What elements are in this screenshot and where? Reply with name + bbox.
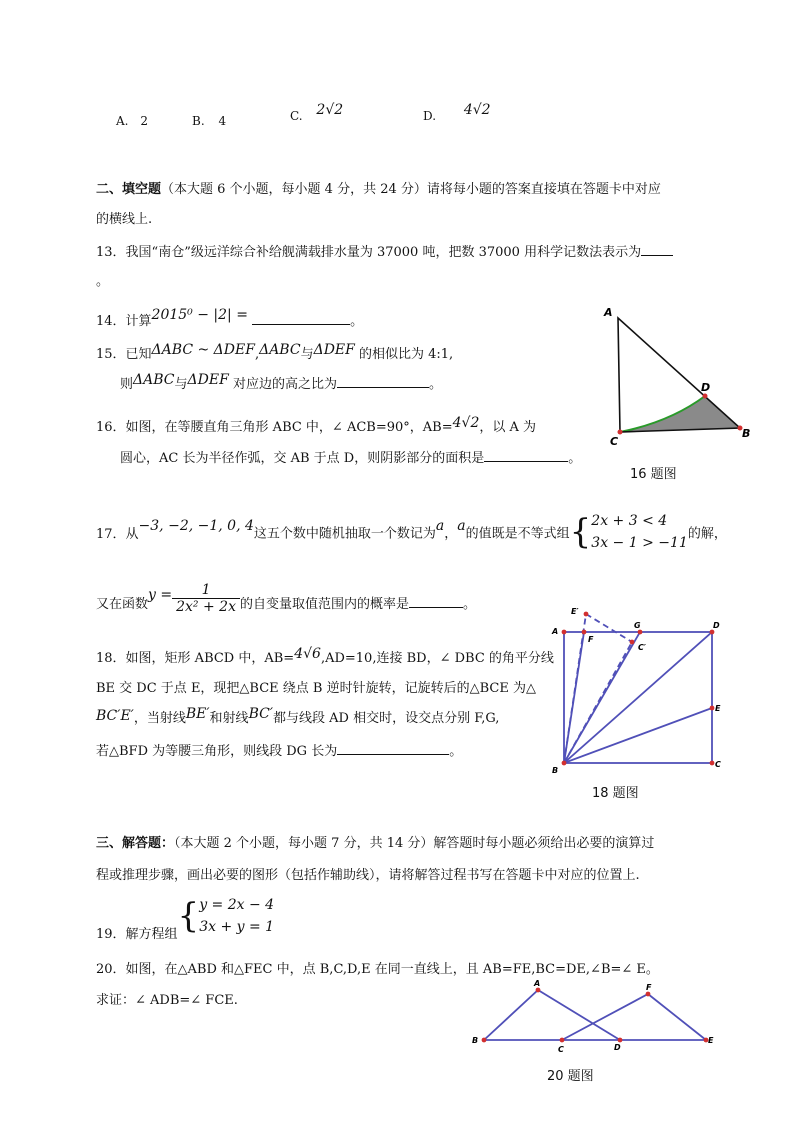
q17-text-b: 这五个数中随机抽取一个数记为 [253,526,436,542]
point-b [482,1038,487,1043]
q18-line1 [96,647,554,666]
q18-line2: BE 交 DC 于点 E，现把△BCE 绕点 B 逆时针旋转，记旋转后的△BCE 为△ [96,681,536,696]
q15-expr4: ΔABC [133,372,175,388]
q20-line1: 20．如图，在△ABD 和△FEC 中，点 B,C,D,E 在同一直线上，且 AB=FE,BC=DE,∠B=∠ E。 [96,962,659,977]
point-e-prime [584,612,589,617]
figure-18-caption: 18 题图 [592,786,639,801]
point-c-prime [630,640,635,645]
point-d [618,1038,623,1043]
q17-end: 。 [462,597,476,612]
point-f [646,992,651,997]
q15-comma: , [254,347,260,362]
choice-a-value: 2 [140,114,148,128]
choice-b-label: B. [192,114,205,128]
q16-line2 [120,447,581,466]
label-c: C [610,435,619,448]
label-d: D [701,381,711,394]
point-c [618,430,623,435]
inequality-1: 2x + 3 < 4 [591,513,668,529]
point-a [536,988,541,993]
shaded-region [620,396,740,432]
q18-text-3b: ，当射线 [133,711,186,726]
answer-blank[interactable] [641,243,673,256]
figure-16-caption: 16 题图 [630,467,677,482]
q17-text: 17．从 [96,526,139,542]
q16-text-2: 圆心，AC 长为半径作弧，交 AB 于点 D，则阴影部分的面积是 [120,451,485,466]
triangle-abd [484,990,620,1040]
q18-line4 [96,740,462,759]
q16-expr: 4√2 [452,415,480,431]
label-d: D [614,1043,621,1052]
point-b [562,761,567,766]
q14 [96,307,364,329]
segment-be [564,708,712,763]
point-d [703,394,708,399]
fraction-denominator: 2x² + 2x [176,599,236,615]
q17-line2 [96,576,476,615]
q17-line1 [96,510,727,554]
label-d: D [713,621,720,630]
figure-16 [598,300,758,485]
q15-expr1: ΔABC ~ ΔDEF [151,342,255,358]
inequality-system [591,510,688,554]
label-b: B [742,427,751,440]
function-fraction [172,582,240,615]
q15-expr2: ΔABC [259,342,301,358]
q13 [96,241,673,260]
choice-b [192,114,226,128]
q15-ratio: 的相似比为 4:1, [359,347,454,362]
point-a [562,630,567,635]
q15-with2: 与 [174,377,188,392]
q14-expr: 2015⁰ − |2| = [151,307,248,323]
label-a: A [604,306,613,319]
section2-header [96,178,661,197]
q19 [96,894,275,942]
function-y: y = [148,586,173,603]
answer-blank[interactable] [337,375,429,388]
point-e [710,706,715,711]
choice-c-value: 2√2 [316,102,344,118]
point-g [638,630,643,635]
choice-c [290,102,344,124]
q16-text: 16．如图，在等腰直角三角形 ABC 中，∠ ACB=90°，AB= [96,420,453,435]
equation-1: y = 2x − 4 [199,897,275,913]
q14-end: 。 [350,314,364,329]
choice-d [423,102,491,124]
answer-blank[interactable] [252,312,350,325]
label-c: C [715,760,721,769]
q18-expr: 4√6 [294,646,321,662]
label-f: F [646,983,652,992]
figure-20 [466,974,722,1054]
section3-title: 三、解答题： [96,836,175,851]
section3-rules-2: 程或推理步骤，画出必要的图形（包括作辅助线），请将解答过程书写在答题卡中对应的位置上. [96,868,640,883]
q17-text-2b: 的自变量取值范围内的概率是 [239,597,409,612]
figure-20-caption: 20 题图 [547,1069,594,1084]
q17-numbers: −3, −2, −1, 0, 4 [138,518,254,534]
q15-end: 。 [428,377,442,392]
q15-line2 [120,373,442,392]
q18-ray2: BC′ [248,706,274,722]
label-c: C [558,1045,564,1054]
q15-ask: 对应边的高之比为 [232,377,337,392]
q18-ray1: BE′ [185,706,210,722]
q18-triangle-bce: BC′E′ [96,708,134,724]
q20-line2: 求证：∠ ADB=∠ FCE. [96,993,238,1008]
q17-text-2: 又在函数 [96,597,149,612]
system-brace: { [177,896,200,936]
q15-line1 [96,343,453,362]
q15-expr3: ΔDEF [313,342,355,358]
q18-line3 [96,707,499,726]
choice-d-value: 4√2 [463,102,491,118]
q13-end: 。 [96,274,110,289]
q18-text-3c: 和射线 [209,711,249,726]
q13-text: 13．我国“南仓”级远洋综合补给舰满载排水量为 37000 吨，把数 37000 用科学记数法表示为 [96,245,642,260]
section2-rules-2: 的横线上. [96,212,153,227]
label-b: B [552,766,559,775]
equation-system [199,894,274,938]
q18-text: 18．如图，矩形 ABCD 中，AB= [96,651,295,666]
q14-text: 14．计算 [96,314,152,329]
answer-blank[interactable] [409,595,463,608]
q19-text: 19．解方程组 [96,926,178,942]
q18-text-b: ,AD=10,连接 BD，∠ DBC 的角平分线 [320,651,554,666]
inequality-2: 3x − 1 > −11 [591,535,688,551]
q18-text-4: 若△BFD 为等腰三角形，则线段 DG 长为 [96,744,338,759]
q15-with: 与 [300,347,314,362]
q17-var1: a [435,518,445,534]
choice-d-label: D. [423,109,437,123]
q18-end: 。 [449,744,463,759]
q15-then: 则 [120,377,134,392]
q16-text-b: ，以 A 为 [479,420,537,435]
label-a: A [552,627,559,636]
fraction-numerator: 1 [172,582,240,599]
equation-2: 3x + y = 1 [199,919,275,935]
q18-text-3d: 都与线段 AD 相交时，设交点分别 F,G, [273,711,500,726]
point-f [582,630,587,635]
q12-choices [116,114,148,128]
label-b: B [472,1036,479,1045]
label-e-prime: E′ [571,607,579,616]
q17-text-d: 的解， [687,526,727,542]
point-c [710,761,715,766]
section2-rules-1: （本大题 6 个小题，每小题 4 分，共 24 分）请将每小题的答案直接填在答题卡中对应 [161,182,661,197]
q17-comma: ， [444,526,458,542]
label-g: G [634,621,641,630]
q15-expr5: ΔDEF [187,372,229,388]
point-d [710,630,715,635]
section3-rules-1: （本大题 2 个小题，每小题 7 分，共 14 分）解答题时每小题必须给出必要的演算过 [174,836,655,851]
label-e: E [715,704,721,713]
q17-var2: a [457,518,466,534]
q17-text-c: 的值既是不等式组 [465,526,570,542]
answer-blank[interactable] [484,449,568,462]
answer-blank[interactable] [337,742,449,755]
point-c [560,1038,565,1043]
choice-a-label: A. [116,114,129,128]
segment-bg [564,632,640,763]
label-f: F [588,635,594,644]
label-c-prime: C′ [638,643,646,652]
label-e: E [708,1036,714,1045]
q16-line1 [96,416,536,435]
system-brace: { [569,512,592,552]
section2-title: 二、填空题 [96,182,162,197]
choice-c-label: C. [290,109,303,123]
segment-bf [564,632,584,763]
choice-b-value: 4 [218,114,227,128]
figure-18 [546,606,732,778]
q16-end: 。 [568,451,582,466]
section3-header [96,832,654,851]
label-a: A [534,979,541,988]
q15-text: 15．已知 [96,347,152,362]
